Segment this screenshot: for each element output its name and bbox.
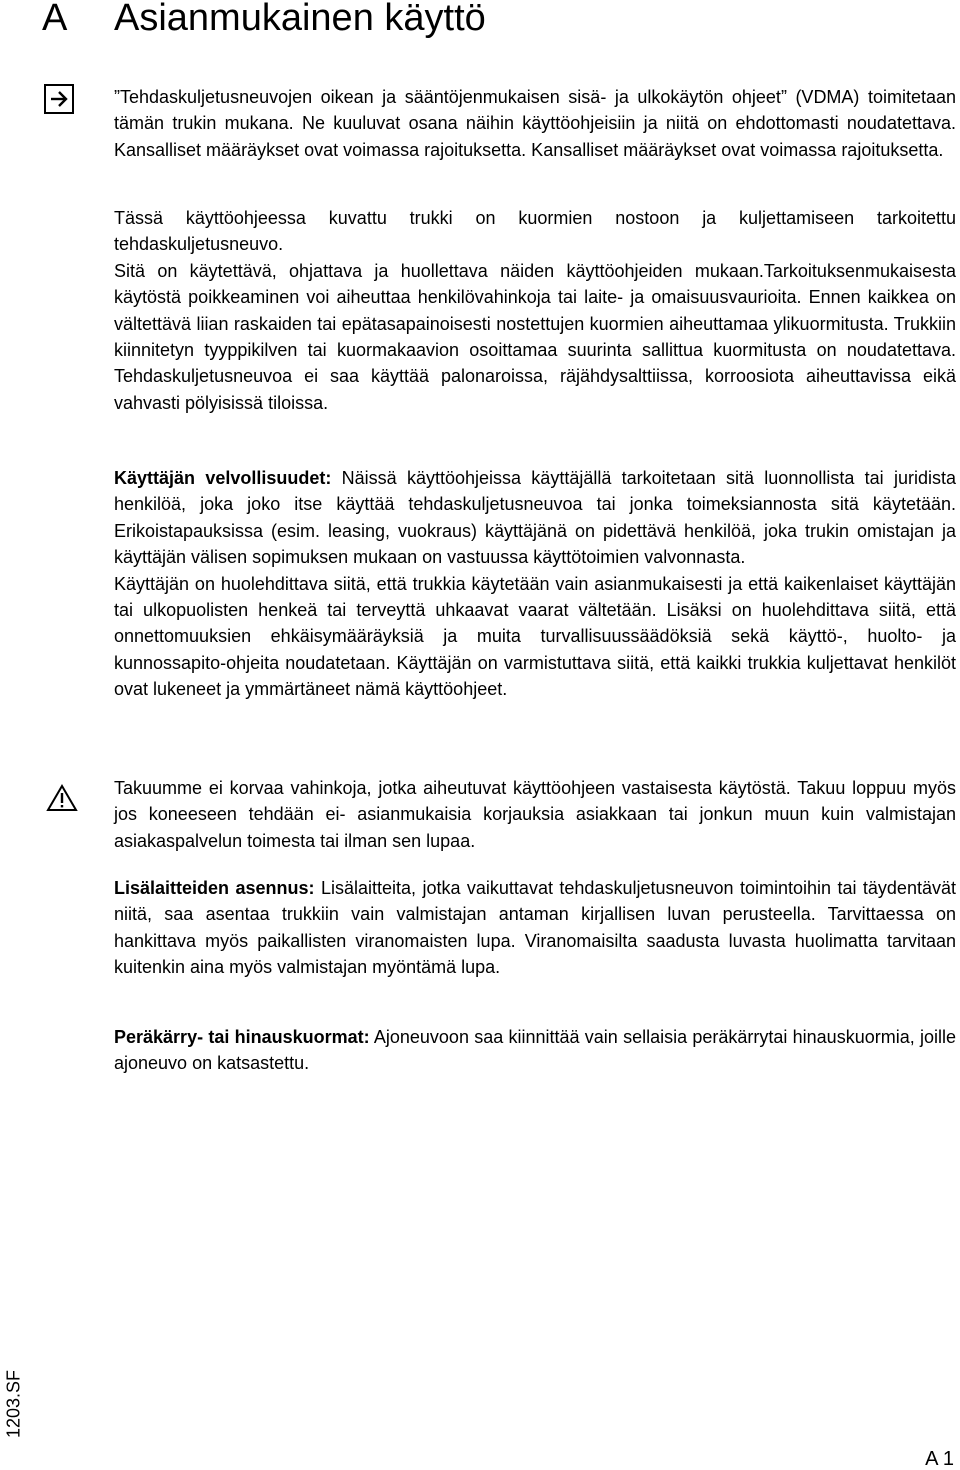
description-section [114,205,956,416]
trailer-heading: Peräkärry- tai hinauskuormat: [114,1027,370,1047]
warning-section [114,775,956,854]
note-text: ”Tehdaskuljetusneuvojen oikean ja sääntöjenmukaisen sisä- ja ulkokäytön ohjeet” (VDMA) toimitetaan tämän trukin mukana. Ne kuuluvat osana näihin käyttöohjeisiin ja niitä on ehdottomasti noudatettava. Kansalliset määräykset ovat voimassa rajoituksetta. Kansalliset määräykset ovat voimassa rajoituksetta. [114,87,956,160]
page-number: A 1 [925,1448,954,1470]
warning-text: Takuumme ei korvaa vahinkoja, jotka aiheutuvat käyttöohjeen vastaisesta käytöstä. Takuu loppuu myös jos koneeseen tehdään ei- asianmukaisia korjauksia asiakkaan tai jonkun muun kuin valmistajan asiakaspalvelun toimesta tai ilman sen lupaa. [114,778,956,851]
trailer-text: Ajoneuvoon saa kiinnittää vain sellaisia peräkärrytai hinauskuormia, joille ajoneuvo on katsastettu. [114,1027,956,1074]
chapter-header [42,0,922,44]
accessories-paragraph [114,875,956,981]
description-paragraph-1: Tässä käyttöohjeessa kuvattu trukki on kuormien nostoon ja kuljettamiseen tarkoitettu tehdaskuljetusneuvo. [114,208,956,255]
description-paragraph-2: Sitä on käytettävä, ohjattava ja huollettava näiden käyttöohjeiden mukaan.Tarkoituksenmukaisesta käytöstä poikkeaminen voi aiheuttaa henkilövahinkoja tai laite- ja omaisuusvaurioita. Ennen kaikkea on vältettävä liian raskaiden tai epätasapainoisesti nostettujen kuormien aiheuttamaa ylikuormitusta. Trukkiin kiinnitetyn tyyppikilven tai kuormakaavion osoittamaa suurinta sallittua kuormitusta on noudatettava. Tehdaskuljetusneuvoa ei saa käyttää palonaroissa, räjähdysalttiissa, korroosiota aiheuttavissa eikä vahvasti pölyisissä tiloissa. [114,260,956,413]
duties-section [114,465,956,703]
trailer-section [114,1024,956,1077]
duties-paragraph-1 [114,465,956,571]
chapter-letter: A [42,0,68,39]
accessories-text: Lisälaitteita, jotka vaikuttavat tehdaskuljetusneuvon toimintoihin tai täydentävät niitä, saa asentaa trukkiin vain valmistajan antaman kirjallisen luvan perusteella. Tarvittaessa on hankittava myös paikallisten viranomaisten lupa. Viranomaisilta saadusta luvasta huolimatta tarvitaan kuitenkin aina myös valmistajan myöntämä lupa. [114,878,956,978]
document-code-text: 1203.SF [3,1369,24,1439]
duties-paragraph-2: Käyttäjän on huolehdittava siitä, että trukkia käytetään vain asianmukaisesti ja että kaikenlaiset käyttäjän tai ulkopuolisten henkeä tai terveyttä uhkaavat vaarat vältetään. Lisäksi on huolehdittava siitä, että onnettomuuksien ehkäisymääräyksiä ja muita turvallisuussäädöksiä sekä käyttö-, huolto- ja kunnossapito-ohjeita noudatetaan. Käyttäjän on varmistuttava siitä, että kaikki trukkia kuljettavat henkilöt ovat lukeneet ja ymmärtäneet nämä käyttöohjeet. [114,573,956,700]
chapter-title: Asianmukainen käyttö [114,0,486,39]
document-code [2,1356,26,1452]
duties-text-1: Näissä käyttöohjeissa käyttäjällä tarkoitetaan sitä luonnollista tai juridista henkilöä, joka joko itse käyttää tehdaskuljetusneuvoa tai jonka toimeksiannosta sitä käytetään. Erikoistapauksissa (esim. leasing, vuokraus) käyttäjänä on pidettävä henkilöä, joka trukin omistajan ja käyttäjän välisen sopimuksen mukaan on vastuussa käyttötoimien valvonnasta. [114,468,956,568]
accessories-section [114,875,956,981]
duties-heading: Käyttäjän velvollisuudet: [114,468,332,488]
accessories-heading: Lisälaitteiden asennus: [114,878,315,898]
note-paragraph [114,84,956,163]
warning-triangle-icon [46,784,78,812]
trailer-paragraph [114,1024,956,1077]
arrow-right-boxed-icon [44,84,74,114]
